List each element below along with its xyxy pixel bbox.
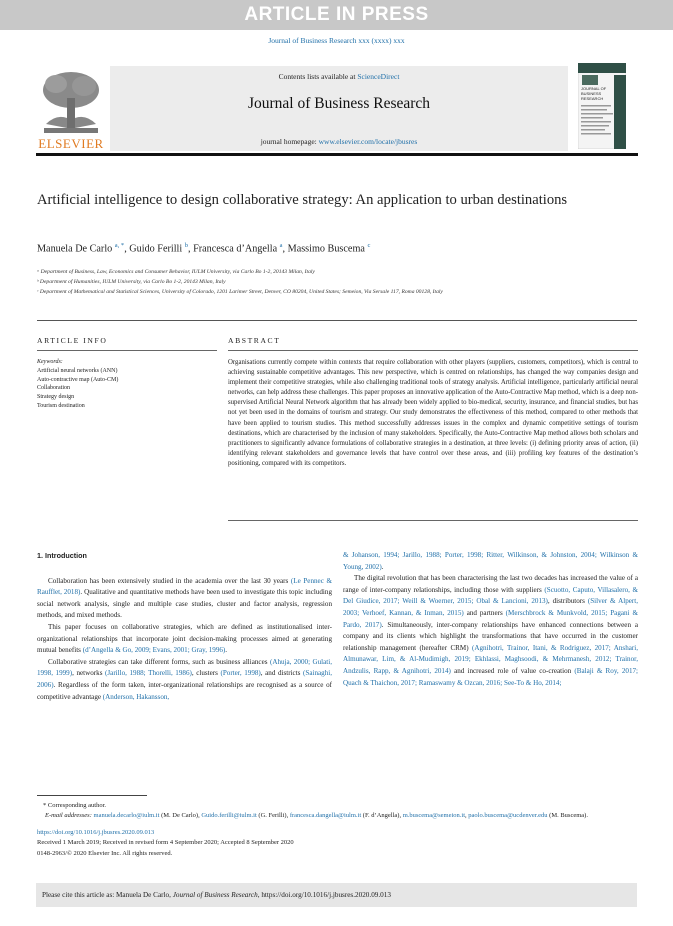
paragraph-text: . Qualitative and quantitative methods have been used to investigate this topic including social network analysis, single and multiple case studies, cluster and factor analysis, regression methods, and mixed methods. bbox=[37, 588, 332, 620]
keywords-list bbox=[37, 358, 118, 411]
author-affiliation-mark[interactable]: a bbox=[279, 242, 283, 249]
cover-text-2: BUSINESS bbox=[581, 91, 602, 96]
email-label: E-mail addresses: bbox=[45, 812, 94, 820]
email-owner: (M. Buscema). bbox=[547, 812, 588, 820]
paragraph-text: , clusters bbox=[191, 669, 221, 678]
article-title: Artificial intelligence to design collaborative strategy: An application to urban destinations bbox=[37, 192, 568, 208]
citation-link[interactable]: (Sainaghi, 2006) bbox=[37, 669, 332, 689]
paragraph-text: . bbox=[225, 646, 228, 655]
citation-link[interactable]: (Ahuja, 2000; Gulati, 1998, 1999) bbox=[37, 657, 332, 678]
received-dates: Received 1 March 2019; Received in revised form 4 September 2020; Accepted 8 September 2020 bbox=[37, 839, 294, 847]
paragraph-text: The digital revolution that has been characterising the last two decades has increased the value of a range of inter-company relationships, including those with suppliers bbox=[343, 574, 638, 594]
citation-link[interactable]: (Anderson, Hakansson, bbox=[102, 692, 170, 701]
article-info-heading: ARTICLE INFO bbox=[37, 336, 108, 345]
paragraph-text: , and districts bbox=[260, 669, 304, 678]
divider bbox=[37, 350, 217, 351]
homepage-line bbox=[110, 137, 568, 146]
paragraph bbox=[343, 550, 638, 573]
citation-link[interactable]: (Agnihotri, Trainor, Itani, & Rodriguez, 2017; Anshari, Almunawar, Lim, & Al-Mudimigh, 2019; Ekhlassi, Maghsoodi, & Mehrmanesh, 2012; Trainor, Andzulis, Rapp, & Agnihotri, 2014) bbox=[343, 643, 638, 675]
paragraph-text: . bbox=[381, 562, 384, 571]
paragraph-text: This paper focuses on collaborative strategies, which are defined as institutionalised inter-organizational relationships that incorporate joint decision-making processes aimed at generating mutual benefits bbox=[37, 622, 332, 655]
citation-link[interactable]: (Scuotto, Caputo, Villasalero, & Del Giudice, 2017; Weill & Woerner, 2015; Obal & Lancioni, 2013) bbox=[343, 585, 639, 606]
email-owner: (G. Ferilli), bbox=[256, 812, 290, 820]
journal-reference[interactable]: Journal of Business Research xxx (xxxx) xxx bbox=[268, 36, 405, 45]
citation-link[interactable]: & Johanson, 1994; Jarillo, 1988; Porter, 1998; Ritter, Wilkinson, & Johnston, 2004; Wilkinson & Young, 2002) bbox=[343, 551, 638, 571]
cite-prefix: Please cite this article as: Manuela De Carlo, bbox=[42, 891, 173, 899]
paragraph bbox=[343, 573, 638, 689]
paragraph-text: . Regardless of the form taken, inter-organizational relationships are recognised as a source of competitive advantage bbox=[37, 680, 332, 701]
article-in-press-banner: ARTICLE IN PRESS bbox=[0, 0, 673, 30]
author-affiliation-mark[interactable]: b bbox=[184, 242, 188, 249]
footnote-rule bbox=[37, 795, 147, 796]
section-heading: 1. Introduction bbox=[37, 551, 87, 560]
cover-text-1: JOURNAL OF bbox=[581, 86, 607, 91]
keyword-item: Strategy design bbox=[37, 394, 75, 401]
divider bbox=[37, 320, 637, 321]
paragraph-text: Collaboration has been extensively studied in the academia over the last 30 years bbox=[48, 576, 291, 585]
email-link[interactable]: francesca.dangella@iulm.it bbox=[289, 812, 362, 820]
footnotes bbox=[37, 801, 637, 859]
paragraph bbox=[37, 657, 332, 703]
keyword-item: Auto-contractive map (Auto-CM) bbox=[37, 376, 119, 383]
cover-text-3: RESEARCH bbox=[581, 96, 604, 101]
journal-cover-image bbox=[578, 63, 626, 149]
paragraph-text: and increased role of value co-creation bbox=[450, 666, 575, 675]
citation-link[interactable]: (d’Angella & Go, 2009; Evans, 2001; Gray, 1996) bbox=[82, 646, 226, 655]
keyword-item: Tourism destination bbox=[37, 402, 85, 409]
citation-link[interactable]: (Jarillo, 1988; Thorelli, 1986) bbox=[105, 669, 192, 678]
corresponding-author-note: * Corresponding author. bbox=[43, 802, 107, 809]
paragraph-text: and partners bbox=[463, 608, 506, 617]
author-name: Guido Ferilli bbox=[129, 243, 183, 255]
author-affiliation-mark[interactable]: c bbox=[367, 242, 371, 249]
citation-link[interactable]: (Silver & Alpert, 2003; Verhoef, Kannan, & Inman, 2015) bbox=[343, 597, 638, 617]
copyright-notice: 0148-2963/© 2020 Elsevier Inc. All rights reserved. bbox=[37, 849, 173, 857]
contents-prefix: Contents lists available at bbox=[278, 72, 358, 81]
citation-link[interactable]: (Porter, 1998) bbox=[220, 669, 261, 678]
keywords-label: Keywords: bbox=[37, 359, 63, 365]
homepage-link[interactable]: www.elsevier.com/locate/jbusres bbox=[318, 137, 418, 146]
citation-link[interactable]: (Balaji & Roy, 2017; Quach & Thaichon, 2017; Ramaswamy & Ozcan, 2016; See-To & Ho, 2014; bbox=[343, 666, 639, 687]
email-owner: , bbox=[465, 812, 469, 820]
author-list: Manuela De Carlo $^{a, *}$, Guido Ferilli $^b$, Francesca d’Angella $^a$, Massimo Buscema $^c$ bbox=[37, 242, 371, 255]
contents-line bbox=[110, 72, 568, 81]
email-link[interactable]: paolo.buscema@ucdenver.edu bbox=[468, 812, 548, 820]
paragraph-text: . Simultaneously, inter-company relationships have enhanced connections between a company and its clients which highlight the transformations that have occurred in the customer relationship management (hereafter CRM) bbox=[343, 620, 638, 652]
cite-journal: Journal of Business Research bbox=[172, 891, 258, 899]
body-column-left bbox=[37, 550, 332, 703]
divider bbox=[228, 350, 638, 351]
paragraph-text: Collaborative strategies can take different forms, such as business alliances bbox=[48, 657, 270, 666]
paragraph bbox=[37, 622, 332, 657]
keyword-item: Artificial neural networks (ANN) bbox=[37, 367, 118, 374]
affiliation-a: ᵃ Department of Business, Law, Economics and Consumer Behavior, IULM University, via Carlo Bo 1-2, 20143 Milan, Italy bbox=[37, 269, 315, 275]
sciencedirect-link[interactable]: ScienceDirect bbox=[357, 72, 400, 81]
paragraph bbox=[37, 576, 332, 622]
email-link[interactable]: manuela.decarlo@iulm.it bbox=[93, 812, 160, 820]
affiliation-c: ᶜ Department of Mathematical and Statistical Sciences, University of Colorado, 1201 Larimer Street, Denver, CO 80204, United States; Semeion, Via Sersale 117, Roma 00128, Italy bbox=[37, 289, 443, 295]
author-affiliation-mark[interactable]: a, * bbox=[114, 242, 125, 249]
email-owner: (F. d’Angella), bbox=[361, 812, 403, 820]
body-column-right bbox=[343, 550, 638, 689]
affiliation-b: ᵇ Department of Humanities, IULM University, via Carlo Bo 1-2, 20143 Milan, Italy bbox=[37, 279, 226, 285]
paragraph-text: , distributors bbox=[547, 597, 588, 606]
paragraph-text: , networks bbox=[72, 669, 106, 678]
divider bbox=[228, 520, 638, 521]
doi-link[interactable]: https://doi.org/10.1016/j.jbusres.2020.09.013 bbox=[37, 828, 155, 836]
header-rule bbox=[36, 153, 638, 156]
citation-box bbox=[36, 883, 637, 907]
author-name: Francesca d’Angella bbox=[193, 243, 278, 255]
journal-title: Journal of Business Research bbox=[247, 95, 431, 112]
elsevier-wordmark: ELSEVIER bbox=[38, 136, 104, 151]
keyword-item: Collaboration bbox=[37, 385, 70, 392]
abstract-text: Organisations currently compete within contexts that require collaboration with other players (suppliers, customers, competitors), which is central to achieving sustainable competitive advantages. This new perspective, which is centred on relationships, has changed the way companies design and implement their competitive strategies, while also challenging traditional tools of strategy analysis. Artificial intelligence, particularly artificial neural networks, can help address these challenges. This paper proposes an innovative application of the Auto-Contractive Map method, which is a deep non-supervised Artificial Neural Network algorithm that has already been widely applied to bio-medical, security, insurance, and financial studies, but has not yet been used in the domains of tourism and strategy. Our study demonstrates the effectiveness of this method, compared to other methods that have been applied to tourism studies. This method successfully addresses issues in the complex and dynamic competitive settings of tourism destinations, which are characterised by the inclusion of many stakeholders. Specifically, the Auto-Contractive Map method allows both scholars and practitioners to significantly advance formulations of collaborative strategies in a destination, at three levels: (i) defining priority areas of action, (ii) identifying relevant stakeholders and governance levels that have control over these areas, and (iii) profiling key features of the destination’s positioning, compared with its competitors. bbox=[228, 359, 638, 467]
citation-link[interactable]: (Merschbrock & Munkvold, 2015; Pagani & Pardo, 2017) bbox=[343, 608, 638, 629]
email-link[interactable]: m.buscema@semeion.it bbox=[402, 812, 466, 820]
citation-link[interactable]: (Le Pennec & Raufflet, 2018) bbox=[37, 576, 332, 597]
email-link[interactable]: Guido.ferilli@iulm.it bbox=[201, 812, 257, 820]
author-name: Manuela De Carlo bbox=[37, 243, 113, 255]
abstract-heading: ABSTRACT bbox=[228, 336, 281, 345]
cite-suffix[interactable]: , https://doi.org/10.1016/j.jbusres.2020.09.013 bbox=[257, 891, 391, 899]
email-addresses bbox=[37, 811, 637, 821]
homepage-prefix: journal homepage: bbox=[260, 137, 319, 146]
email-owner: (M. De Carlo), bbox=[159, 812, 202, 820]
elsevier-logo bbox=[36, 68, 106, 152]
author-name: Massimo Buscema bbox=[287, 243, 365, 255]
